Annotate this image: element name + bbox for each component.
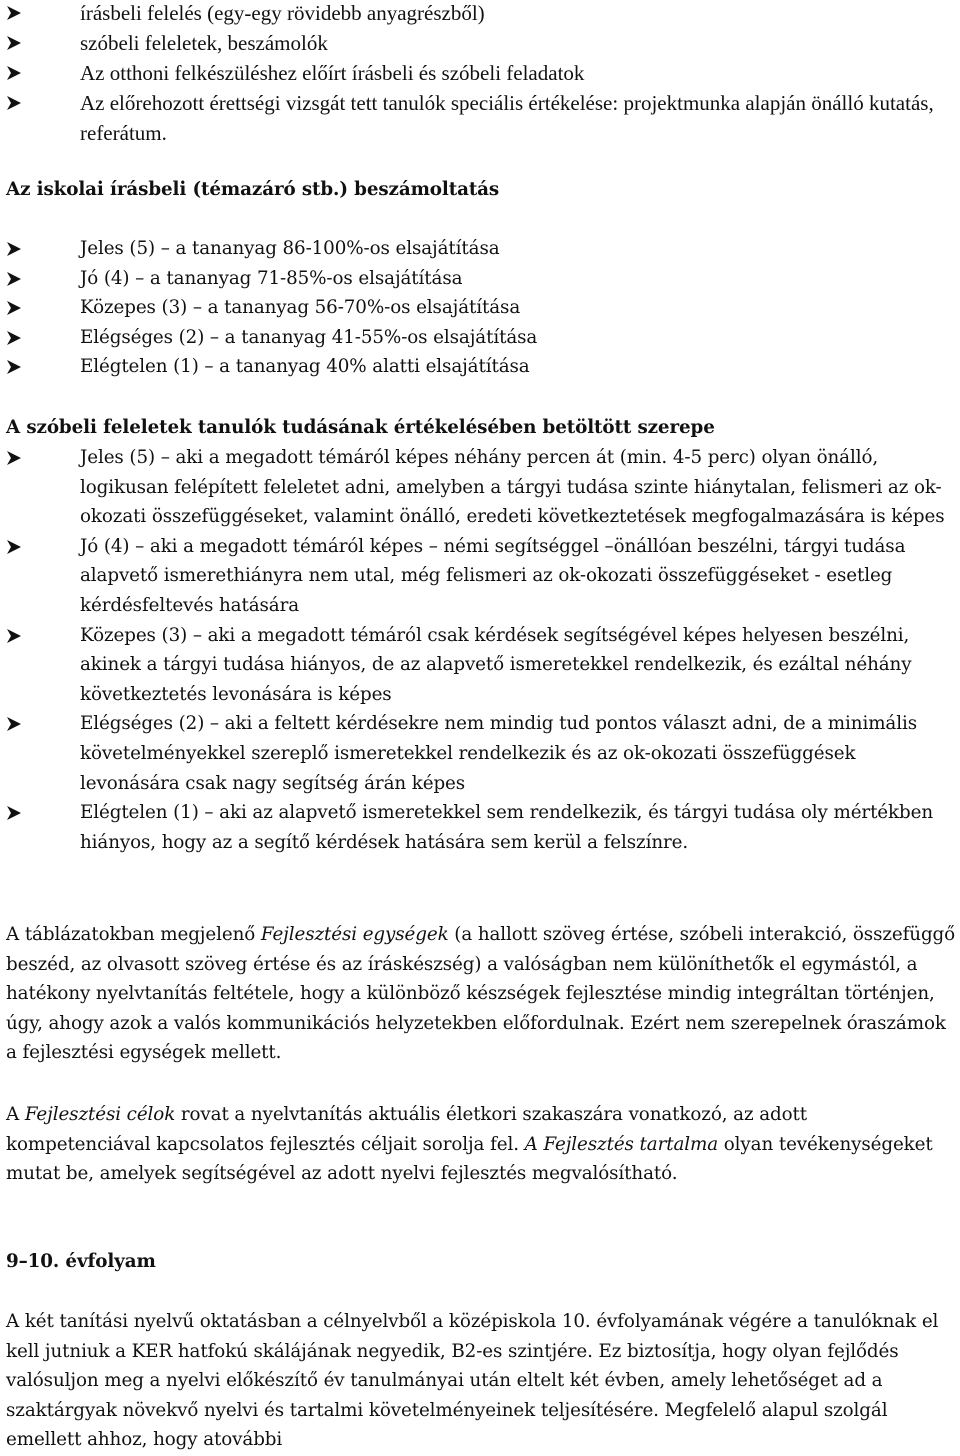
list-item-text: Jeles (5) – a tananyag 86-100%-os elsajátítása — [80, 238, 500, 259]
grade-level-heading: 9–10. évfolyam — [6, 1251, 156, 1272]
written-grades-list — [0, 234, 960, 382]
list-item-text: szóbeli feleletek, beszámolók — [80, 31, 328, 55]
arrowhead-bullet-icon — [6, 805, 22, 821]
written-assessment-heading: Az iskolai írásbeli (témazáró stb.) beszámoltatás — [6, 179, 500, 200]
paragraph: A két tanítási nyelvű oktatásban a célnyelvből a középiskola 10. évfolyamának végére a tanulóknak el kell jutniuk a KER hatfokú skálájának negyedik, B2-es szintjére. Ez biztosítja, hogy olyan fejlődés valósuljon meg a nyelvi előkészítő év tanulmányai után eltelt két évben, amely lehetőséget ad a szaktárgyak növekvő nyelvi és tartalmi követelményeinek teljesítésére. Megfelelő alapul szolgál emellett ahhoz, hogy atovábbi — [6, 1311, 939, 1451]
top-list-section — [0, 0, 960, 148]
paragraph-text: A — [6, 1104, 25, 1125]
arrowhead-bullet-icon — [6, 5, 22, 21]
list-item-text: Elégséges (2) – a tananyag 41-55%-os elsajátítása — [80, 326, 538, 348]
oral-grades-list — [0, 443, 960, 857]
list-item-text: Jó (4) – aki a megadott témáról képes – némi segítséggel –önállóan beszélni, tárgyi tudása alapvető ismerethiányra nem utal, még felismeri az ok-okozati összefüggéseket - esetleg kérdésfeltevés hatására — [80, 535, 906, 616]
list-item — [0, 443, 960, 532]
arrowhead-bullet-icon — [6, 539, 22, 555]
list-item-text: Jeles (5) – aki a megadott témáról képes néhány percen át (min. 4-5 perc) olyan önálló, logikusan felépített feleletet adni, amelyben a tárgyi tudása szinte hiánytalan, felismeri az ok-okozati összefüggéseket, valamint önálló, eredeti következtetések megfogalmazására is képes — [80, 447, 945, 528]
list-item — [0, 352, 960, 382]
list-item — [0, 0, 960, 28]
arrowhead-bullet-icon — [6, 450, 22, 466]
list-item — [0, 264, 960, 294]
arrowhead-bullet-icon — [6, 359, 22, 375]
arrowhead-bullet-icon — [6, 35, 22, 51]
list-item — [0, 234, 960, 264]
list-item-text: Az előrehozott érettségi vizsgát tett tanulók speciális értékelése: projektmunka alapján önálló kutatás, referátum. — [80, 91, 934, 145]
paragraph-bilingual-education — [0, 1307, 960, 1455]
list-item — [0, 293, 960, 323]
list-item-text: írásbeli felelés (egy-egy rövidebb anyagrészből) — [80, 1, 485, 25]
list-item — [0, 532, 960, 621]
arrowhead-bullet-icon — [6, 628, 22, 644]
paragraph — [0, 1100, 960, 1189]
list-item — [0, 709, 960, 798]
paragraph-emphasis: Fejlesztési egységek — [260, 924, 449, 945]
list-item — [0, 323, 960, 353]
oral-grades-section — [0, 443, 960, 857]
list-item — [0, 28, 960, 58]
paragraph-text: A táblázatokban megjelenő — [6, 924, 261, 945]
arrowhead-bullet-icon — [6, 300, 22, 316]
arrowhead-bullet-icon — [6, 241, 22, 257]
paragraph-emphasis: Fejlesztési célok — [24, 1104, 176, 1125]
list-item-text: Elégséges (2) – aki a feltett kérdésekre nem mindig tud pontos választ adni, de a minimális követelményekkel szereplő ismeretekkel rendelkezik és az ok-okozati összefüggések levonására csak nagy segítség árán képes — [80, 713, 917, 794]
list-item-text: Közepes (3) – a tananyag 56-70%-os elsajátítása — [80, 297, 521, 319]
list-item-text: Elégtelen (1) – a tananyag 40% alatti elsajátítása — [80, 356, 530, 378]
list-item-text: Az otthoni felkészüléshez előírt írásbeli és szóbeli feladatok — [80, 61, 585, 85]
arrowhead-bullet-icon — [6, 65, 22, 81]
paragraph-development-units — [0, 920, 960, 1068]
arrowhead-bullet-icon — [6, 271, 22, 287]
paragraph-emphasis: A Fejlesztés tartalma — [524, 1133, 719, 1155]
top-list — [0, 0, 960, 148]
list-item — [0, 88, 960, 148]
list-item-text: Jó (4) – a tananyag 71-85%-os elsajátítása — [80, 267, 463, 289]
list-item-text: Elégtelen (1) – aki az alapvető ismeretekkel sem rendelkezik, és tárgyi tudása oly mértékben hiányos, hogy az a segítő kérdések hatására sem kerül a felszínre. — [80, 802, 934, 853]
list-item — [0, 621, 960, 710]
list-item — [0, 798, 960, 857]
oral-assessment-heading: A szóbeli feleletek tanulók tudásának értékelésében betöltött szerepe — [6, 417, 715, 438]
arrowhead-bullet-icon — [6, 716, 22, 732]
paragraph-development-goals — [0, 1100, 960, 1189]
paragraph-text: olyan tevékenységeket mutat be, amelyek segítségével az adott nyelvi fejlesztés megvalósítható. — [6, 1133, 933, 1185]
arrowhead-bullet-icon — [6, 95, 22, 111]
arrowhead-bullet-icon — [6, 330, 22, 346]
paragraph-text: rovat a nyelvtanítás aktuális életkori szakaszára vonatkozó, az adott kompetenciával kapcsolatos fejlesztés céljait sorolja fel. — [6, 1104, 808, 1155]
paragraph — [0, 920, 960, 1068]
written-grades-section — [0, 234, 960, 382]
paragraph-text: (a hallott szöveg értése, szóbeli interakció, összefüggő beszéd, az olvasott szöveg értése és az íráskészség) a valóságban nem különíthetők el egymástól, a hatékony nyelvtanítás feltétele, hogy a különböző készségek fejlesztése mindig integráltan történjen, úgy, ahogy azok a valós kommunikációs helyzetekben előfordulnak. Ezért nem szerepelnek óraszámok a fejlesztési egységek mellett. — [6, 924, 956, 1064]
list-item-text: Közepes (3) – aki a megadott témáról csak kérdések segítségével képes helyesen beszélni, akinek a tárgyi tudása hiányos, de az alapvető ismeretekkel rendelkezik, és ezáltal néhány következtetés levonására is képes — [80, 624, 912, 705]
list-item — [0, 58, 960, 88]
